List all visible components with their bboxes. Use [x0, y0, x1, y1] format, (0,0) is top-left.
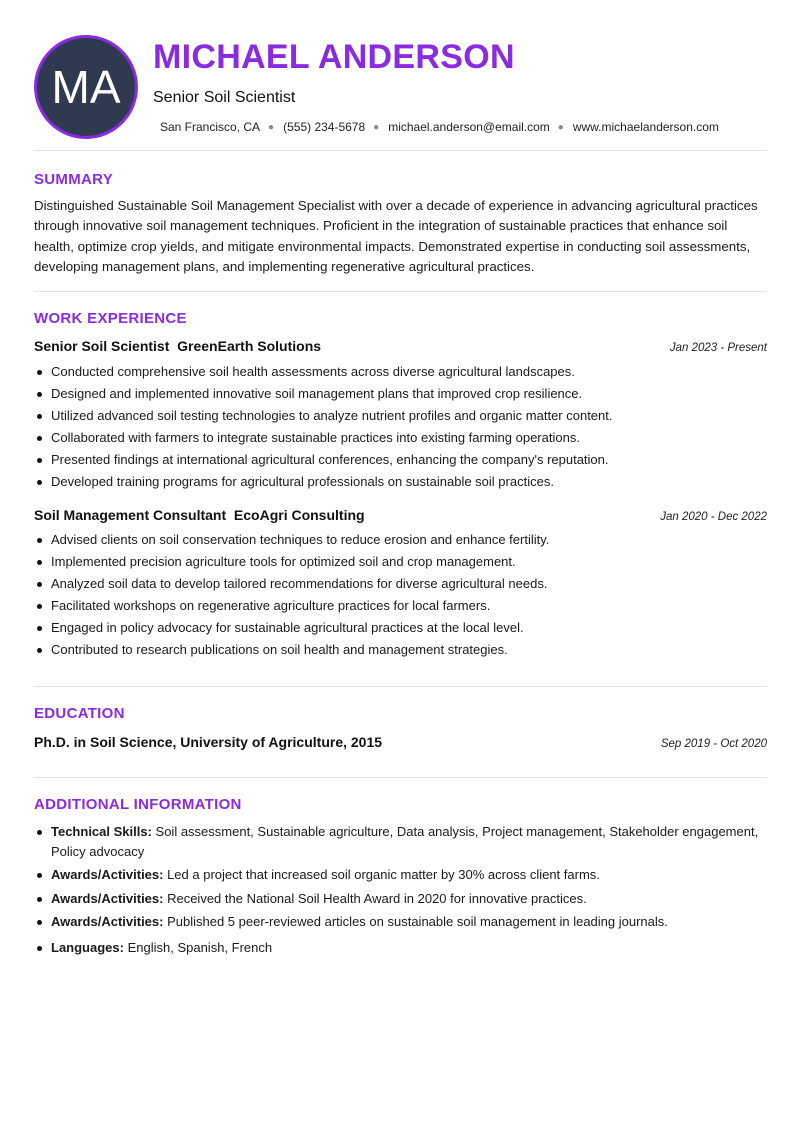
list-item: Designed and implemented innovative soil management plans that improved crop resilience. — [34, 383, 767, 405]
list-item: Presented findings at international agricultural conferences, enhancing the company's reputation. — [34, 449, 767, 471]
contact-email: michael.anderson@email.com — [388, 120, 550, 134]
bullet-separator-icon: ● — [268, 121, 275, 133]
contact-location: San Francisco, CA — [160, 120, 261, 134]
list-item: Analyzed soil data to develop tailored recommendations for diverse agricultural needs. — [34, 573, 767, 595]
contact-website: www.michaelanderson.com — [572, 120, 719, 134]
additional-info-list — [34, 822, 769, 961]
info-label: Awards/Activities: — [51, 890, 164, 906]
contact-phone: (555) 234-5678 — [283, 120, 366, 134]
info-text: English, Spanish, French — [123, 939, 273, 955]
info-label: Technical Skills: — [51, 824, 152, 839]
info-text: Published 5 peer-reviewed articles on sustainable soil management in leading journals. — [163, 914, 668, 929]
list-item — [34, 865, 769, 885]
info-label: Languages: — [51, 939, 124, 955]
job-bullets — [34, 361, 767, 493]
education-dates: Sep 2019 - Oct 2020 — [660, 738, 767, 750]
job-dates: Jan 2023 - Present — [669, 342, 767, 354]
education-degree: Ph.D. in Soil Science, University of Agriculture, 2015 — [34, 734, 383, 750]
list-item — [34, 938, 769, 958]
job-header — [34, 507, 767, 523]
job-position: Soil Management Consultant EcoAgri Consulting — [34, 507, 365, 523]
list-item: Collaborated with farmers to integrate sustainable practices into existing farming operations. — [34, 427, 767, 449]
divider — [34, 686, 767, 687]
list-item: Conducted comprehensive soil health assessments across diverse agricultural landscapes. — [34, 361, 767, 383]
info-text: Received the National Soil Health Award in 2020 for innovative practices. — [163, 890, 587, 906]
avatar-initials: MA — [51, 61, 121, 113]
list-item: Developed training programs for agricultural professionals on sustainable soil practices. — [34, 471, 767, 493]
info-label: Awards/Activities: — [51, 867, 164, 882]
divider — [34, 150, 767, 151]
info-text: Led a project that increased soil organic matter by 30% across client farms. — [163, 867, 600, 882]
list-item — [34, 822, 769, 861]
list-item: Utilized advanced soil testing technologies to analyze nutrient profiles and organic matter content. — [34, 405, 767, 427]
divider — [34, 291, 767, 292]
work-experience-heading: WORK EXPERIENCE — [34, 310, 187, 327]
job-title: Senior Soil Scientist — [153, 89, 296, 106]
education-heading: EDUCATION — [34, 705, 125, 722]
bullet-separator-icon: ● — [373, 121, 380, 133]
info-label: Awards/Activities: — [51, 914, 164, 929]
list-item: Advised clients on soil conservation techniques to reduce erosion and enhance fertility. — [34, 529, 767, 551]
job-position: Senior Soil Scientist GreenEarth Solutions — [34, 338, 322, 354]
contact-info — [160, 120, 719, 134]
additional-info-heading: ADDITIONAL INFORMATION — [34, 796, 242, 813]
education-entry — [34, 734, 767, 750]
bullet-separator-icon: ● — [557, 121, 564, 133]
list-item — [34, 889, 769, 909]
summary-heading: SUMMARY — [34, 171, 114, 188]
candidate-name: MICHAEL ANDERSON — [153, 38, 515, 76]
job-bullets — [34, 529, 767, 661]
info-text: Soil assessment, Sustainable agriculture, Data analysis, Project management, Stakeholder engagement, Policy advocacy — [51, 824, 759, 859]
divider — [34, 777, 767, 778]
list-item: Engaged in policy advocacy for sustainable agricultural practices at the local level. — [34, 617, 767, 639]
avatar — [34, 35, 138, 139]
list-item: Implemented precision agriculture tools for optimized soil and crop management. — [34, 551, 767, 573]
job-header — [34, 338, 767, 354]
summary-text: Distinguished Sustainable Soil Management Specialist with over a decade of experience in advancing agricultural practices through innovative soil management techniques. Proficient in the integration of sustainable practices that enhance soil health, optimize crop yields, and mitigate environmental impacts. Demonstrated expertise in conducting soil assessments, developing management plans, and implementing regenerative agricultural practices. — [34, 198, 758, 274]
list-item — [34, 912, 769, 932]
list-item: Contributed to research publications on soil health and management strategies. — [34, 639, 767, 661]
job-dates: Jan 2020 - Dec 2022 — [660, 511, 767, 523]
list-item: Facilitated workshops on regenerative agriculture practices for local farmers. — [34, 595, 767, 617]
